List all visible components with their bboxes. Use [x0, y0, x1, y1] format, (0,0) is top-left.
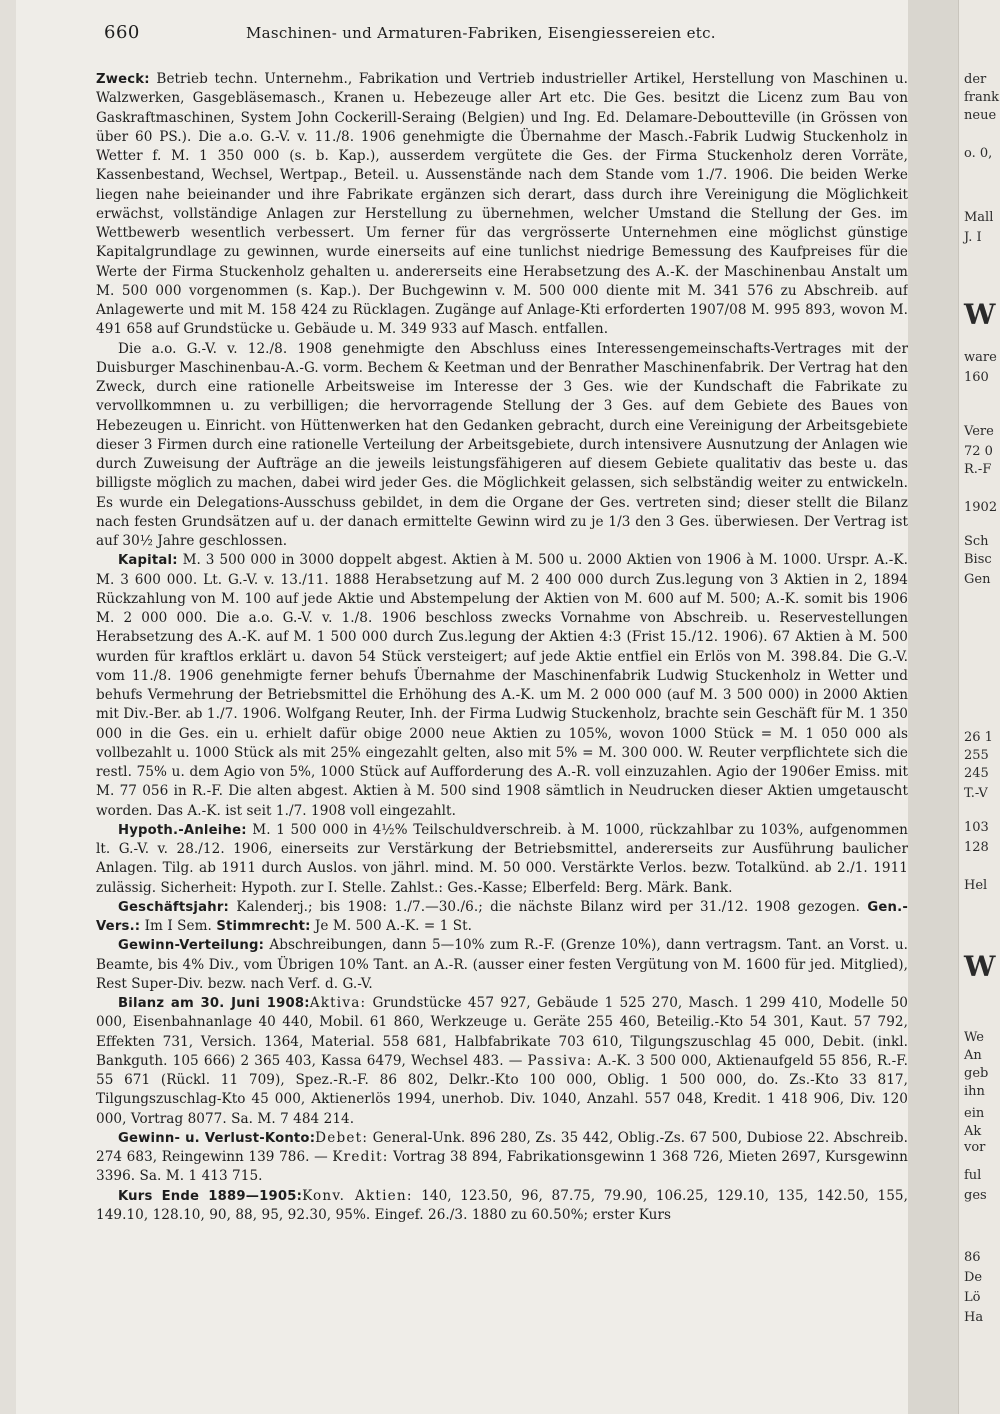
paragraph-text: Vortrag 38 894, Fabrikationsgewinn 1 368 726, Mieten 2697, Kursgewinn 3396. Sa. M. 1 413 715. — [96, 1149, 908, 1185]
body-text — [96, 70, 908, 1225]
adjacent-page-fragment: Hel — [964, 878, 988, 893]
adjacent-page-fragment: 1902 — [964, 500, 998, 515]
section-label: Stimmrecht: — [216, 919, 311, 934]
subsection-label: Konv. Aktien: — [302, 1187, 413, 1204]
adjacent-page-fragment: W — [964, 950, 996, 983]
adjacent-page-fragment: De — [964, 1270, 983, 1285]
paragraph-text: A.-K. 3 500 000, Aktienaufgeld 55 856, R.-F. 55 671 (Rückl. 11 709), Spez.-R.-F. 86 802, Delkr.-Kto 100 000, Oblig. 1 500 000, do. Zs.-Kto 33 817, Tilgungszuschlag-Kto 45 000, Aktienerlös 1994, unerhob. Div. 1040, Anzahl. 557 048, Kredit. 1 418 906, Div. 120 000, Vortrag 8077. Sa. M. 7 484 214. — [96, 1052, 909, 1127]
paragraph-text: M. 1 500 000 in 4½% Teilschuldverschreib. à M. 1000, rückzahlbar zu 103%, aufgenommen lt. G.-V. v. 28./12. 1906, einerseits zur Verstärkung der Betriebsmittel, andererseits zur Ausführung baulicher Anlagen. Tilg. ab 1911 durch Auslos. von jährl. mind. M. 50 000. Verstärkte Verlos. bezw. Totalkünd. ab 2./1. 1911 zulässig. Sicherheit: Hypoth. zur I. Stelle. Zahlst.: Ges.-Kasse; Elberfeld: Berg. Märk. Bank. — [96, 821, 908, 896]
section-label: Zweck: — [96, 72, 150, 87]
adjacent-page-fragment: ihn — [964, 1084, 985, 1099]
adjacent-page-fragment: J. I — [964, 230, 982, 245]
adjacent-page-fragment: Vere — [964, 424, 994, 439]
adjacent-page-fragment: W — [964, 298, 996, 331]
adjacent-page-fragment: der — [964, 72, 987, 87]
section-label: Hypoth.-Anleihe: — [118, 822, 247, 838]
paragraph — [96, 70, 908, 340]
adjacent-page-fragment: 26 1 — [964, 730, 993, 745]
adjacent-page-fragment: o. 0, — [964, 146, 993, 161]
paragraph-text: 140, 123.50, 96, 87.75, 79.90, 106.25, 129.10, 135, 142.50, 155, 149.10, 128.10, 90, 88, 95, 92.30, 95%. Eingef. 26./3. 1880 zu 60.50%; erster Kurs — [96, 1187, 908, 1223]
adjacent-page-fragment: 103 — [964, 820, 989, 835]
paragraph-text: Kalenderj.; bis 1908: 1./7.—30./6.; die nächste Bilanz wird per 31./12. 1908 gezogen. — [229, 898, 868, 915]
adjacent-page-fragment: Gen — [964, 572, 991, 587]
adjacent-page-fragment: ein — [964, 1106, 985, 1121]
section-label: Kurs Ende 1889—1905: — [118, 1188, 303, 1204]
adjacent-page-fragment: neue — [964, 108, 997, 123]
section-label: Bilanz am 30. Juni 1908: — [118, 996, 310, 1011]
adjacent-page-fragment: ful — [964, 1168, 982, 1183]
adjacent-page-fragment: vor — [964, 1140, 986, 1155]
adjacent-page-fragment: Ak — [964, 1124, 982, 1139]
paragraph — [96, 1129, 908, 1187]
paragraph — [96, 551, 908, 821]
paragraph — [96, 1187, 908, 1226]
paragraph-text: Abschreibungen, dann 5—10% zum R.-F. (Grenze 10%), dann vertragsm. Tant. an Vorst. u. Beamte, bis 4% Div., vom Übrigen 10% Tant. an A.-R. (ausser einer festen Vergütung von M. 1600 für jed. Mitglied), Rest Super-Div. bezw. nach Verf. d. G.-V. — [96, 937, 908, 992]
adjacent-page-fragment: geb — [964, 1066, 989, 1081]
adjacent-page-fragment: ware — [964, 350, 997, 365]
adjacent-page-strip — [908, 0, 1000, 1414]
paragraph-text: Die a.o. G.-V. v. 12./8. 1908 genehmigte den Abschluss eines Interessengemeinschafts-Vertrages mit der Duisburger Maschinenbau-A.-G. vorm. Bechem & Keetman und der Benrather Maschinenfabrik. Der Vertrag hat den Zweck, durch eine rationelle Arbeitsweise im Interesse der 3 Ges. wie der Kundschaft die Fabrikate zu vervollkommnen u. zu verbilligen; die hervorragende Stellung der 3 Ges. auf dem Gebiete des Baues von Hebezeugen u. Einricht. von Hüttenwerken hat den Gedanken gebracht, durch eine Vereinigung der Arbeitsgebiete dieser 3 Firmen durch eine rationelle Verteilung der Arbeitsgebiete, durch intensivere Ausnutzung der Anlagen wie durch Zuweisung der Aufträge an die jeweils leistungsfähigeren auf diesem Gebiete qualitativ das beste u. das billigste möglich zu machen, dabei wird jeder Ges. die Möglichkeit gelassen, sich selbständig weiter zu entwickeln. Es wurde ein Delegations-Ausschuss gebildet, in dem die Organe der Ges. vertreten sind; dieser stellt die Bilanz nach festen Grundsätzen auf u. der danach ermittelte Gewinn wird zu je 1/3 den 3 Ges. überwiesen. Der Vertrag ist auf 30½ Jahre geschlossen. — [96, 340, 908, 549]
subsection-label: Debet: — [315, 1129, 369, 1146]
paragraph-text: Je M. 500 A.-K. = 1 St. — [310, 918, 473, 934]
paragraph-text: General-Unk. 896 280, Zs. 35 442, Oblig.-Zs. 67 500, Dubiose 22. Abschreib. 274 683, Reingewinn 139 786. — — [96, 1129, 908, 1165]
adjacent-page-fragment: 160 — [964, 370, 989, 385]
adjacent-page-fragment: R.-F — [964, 462, 992, 477]
adjacent-page-fragment: Bisc — [964, 552, 992, 567]
paragraph — [96, 994, 908, 1129]
adjacent-page-fragment: Lö — [964, 1290, 981, 1305]
section-label: Gewinn-Verteilung: — [118, 938, 265, 954]
section-label: Geschäftsjahr: — [118, 899, 229, 915]
adjacent-page-fragment: 255 — [964, 748, 989, 763]
section-label: Gewinn- u. Verlust-Konto: — [118, 1130, 316, 1146]
adjacent-page-fragment: T.-V — [964, 786, 988, 801]
adjacent-page-fragment: 128 — [964, 840, 989, 855]
adjacent-page-fragment: We — [964, 1030, 984, 1045]
section-label: Gen.-Vers.: — [96, 899, 908, 934]
paragraph-text: Im I Sem. — [140, 918, 217, 934]
running-head: Maschinen- und Armaturen-Fabriken, Eisengiessereien etc. — [246, 24, 716, 42]
subsection-label: Passiva: — [527, 1052, 593, 1069]
page-left-edge — [0, 0, 16, 1414]
paragraph-text: Grundstücke 457 927, Gebäude 1 525 270, Masch. 1 299 410, Modelle 50 000, Eisenbahnanlage 40 440, Mobil. 61 860, Werkzeuge u. Geräte 255 460, Beteilig.-Kto 54 301, Kaut. 57 792, Effekten 731, Versich. 1364, Material. 558 681, Halbfabrikate 703 610, Tilgungszuschlag 45 000, Debit. (inkl. Bankguth. 105 666) 2 365 403, Kassa 6479, Wechsel 483. — — [96, 995, 908, 1069]
page-gutter — [908, 0, 959, 1414]
adjacent-page-fragment: An — [964, 1048, 982, 1063]
page-number: 660 — [104, 22, 140, 43]
subsection-label: Kredit: — [332, 1149, 389, 1165]
paragraph-text: Betrieb techn. Unternehm., Fabrikation und Vertrieb industrieller Artikel, Herstellung von Maschinen u. Walzwerken, Gasgebläsemasch., Kranen u. Hebezeuge aller Art etc. Die Ges. besitzt die Licenz zum Bau von Gaskraftmaschinen, System John Cockerill-Seraing (Belgien) und Ing. Ed. Delamare-Deboutteville (in Grössen von über 60 PS.). Die a.o. G.-V. v. 11./8. 1906 genehmigte die Übernahme der Masch.-Fabrik Ludwig Stuckenholz in Wetter f. M. 1 350 000 (s. b. Kap.), ausserdem vergütete die Ges. der Firma Stuckenholz deren Vorräte, Kassenbestand, Wechsel, Wertpap., Beteil. u. Aussenstände nach dem Stande vom 1./7. 1906. Die beiden Werke liegen nahe beieinander und ihre Fabrikate ergänzen sich derart, dass durch ihre Vereinigung die Möglichkeit erwächst, vollständige Anlagen zur Herstellung zu übernehmen, welcher Umstand die Stellung der Ges. im Wettbewerb wesentlich verbessert. Um ferner für das vergrösserte Unternehmen eine möglichst günstige Kapitalgrundlage zu gewinnen, wurde einerseits auf eine tunlichst niedrige Bemessung des Kaufpreises für die Werte der Firma Stuckenholz gehalten u. andererseits eine Herabsetzung des A.-K. der Maschinenbau Anstalt um M. 500 000 vorgenommen (s. Kap.). Der Buchgewinn v. M. 500 000 diente mit M. 341 576 zu Abschreib. auf Anlagewerte und mit M. 158 424 zu Rücklagen. Zugänge auf Anlage-Kti erforderten 1907/08 M. 995 893, wovon M. 491 658 auf Grundstücke u. Gebäude u. M. 349 933 auf Masch. entfallen. — [96, 71, 908, 338]
adjacent-page-fragment: Ha — [964, 1310, 984, 1325]
paragraph — [96, 898, 908, 937]
section-label: Kapital: — [118, 553, 178, 569]
paragraph — [96, 936, 908, 994]
adjacent-page-fragment: frank — [964, 90, 1000, 105]
adjacent-page-fragment: 245 — [964, 766, 989, 781]
paragraph — [96, 821, 908, 898]
adjacent-page-fragment: Mall — [964, 210, 994, 225]
subsection-label: Aktiva: — [309, 995, 367, 1011]
adjacent-page-fragment: 86 — [964, 1250, 981, 1265]
paragraph — [96, 340, 908, 552]
adjacent-page-fragments — [964, 0, 1000, 1414]
main-column — [96, 18, 908, 1225]
adjacent-page-fragment: 72 0 — [964, 444, 993, 459]
page-header — [96, 18, 908, 48]
paragraph-text: M. 3 500 000 in 3000 doppelt abgest. Aktien à M. 500 u. 2000 Aktien von 1906 à M. 1000. Urspr. A.-K. M. 3 600 000. Lt. G.-V. v. 13./11. 1888 Herabsetzung auf M. 2 400 000 durch Zus.legung von 3 Aktien in 2, 1894 Rückzahlung von M. 100 auf jede Aktie und Abstempelung der Aktien von M. 600 auf M. 500; A.-K. somit bis 1906 M. 2 000 000. Die a.o. G.-V. v. 1./8. 1906 beschloss zwecks Vornahme von Abschreib. u. Reservestellungen Herabsetzung des A.-K. auf M. 1 500 000 durch Zus.legung der Aktien 4:3 (Frist 15./12. 1906). 67 Aktien à M. 500 wurden für kraftlos erklärt u. davon 54 Stück versteigert; auf jede Aktie entfiel ein Erlös von M. 398.84. Die G.-V. vom 11./8. 1906 genehmigte ferner behufs Übernahme der Maschinenfabrik Ludwig Stuckenholz in Wetter und behufs Vermehrung der Betriebsmittel die Erhöhung des A.-K. um M. 2 000 000 (auf M. 3 500 000) in 2000 Aktien mit Div.-Ber. ab 1./7. 1906. Wolfgang Reuter, Inh. der Firma Ludwig Stuckenholz, brachte sein Geschäft für M. 1 350 000 in die Ges. ein u. erhielt dafür obige 2000 neue Aktien zu 105%, wovon 1000 Stück = M. 1 050 000 als vollbezahlt u. 1000 Stück als mit 25% eingezahlt gelten, also mit 5% = M. 300 000. W. Reuter verpflichtete sich die restl. 75% u. dem Agio von 5%, 1000 Stück auf Aufforderung des A.-R. voll einzuzahlen. Agio der 1906er Emiss. mit M. 77 056 in R.-F. Die alten abgest. Aktien à M. 500 sind 1908 sämtlich in Neudrucken dieser Aktien umgetauscht worden. Das A.-K. ist seit 1./7. 1908 voll eingezahlt. — [96, 552, 908, 819]
adjacent-page-fragment: Sch — [964, 534, 989, 549]
adjacent-page-fragment: ges — [964, 1188, 987, 1203]
